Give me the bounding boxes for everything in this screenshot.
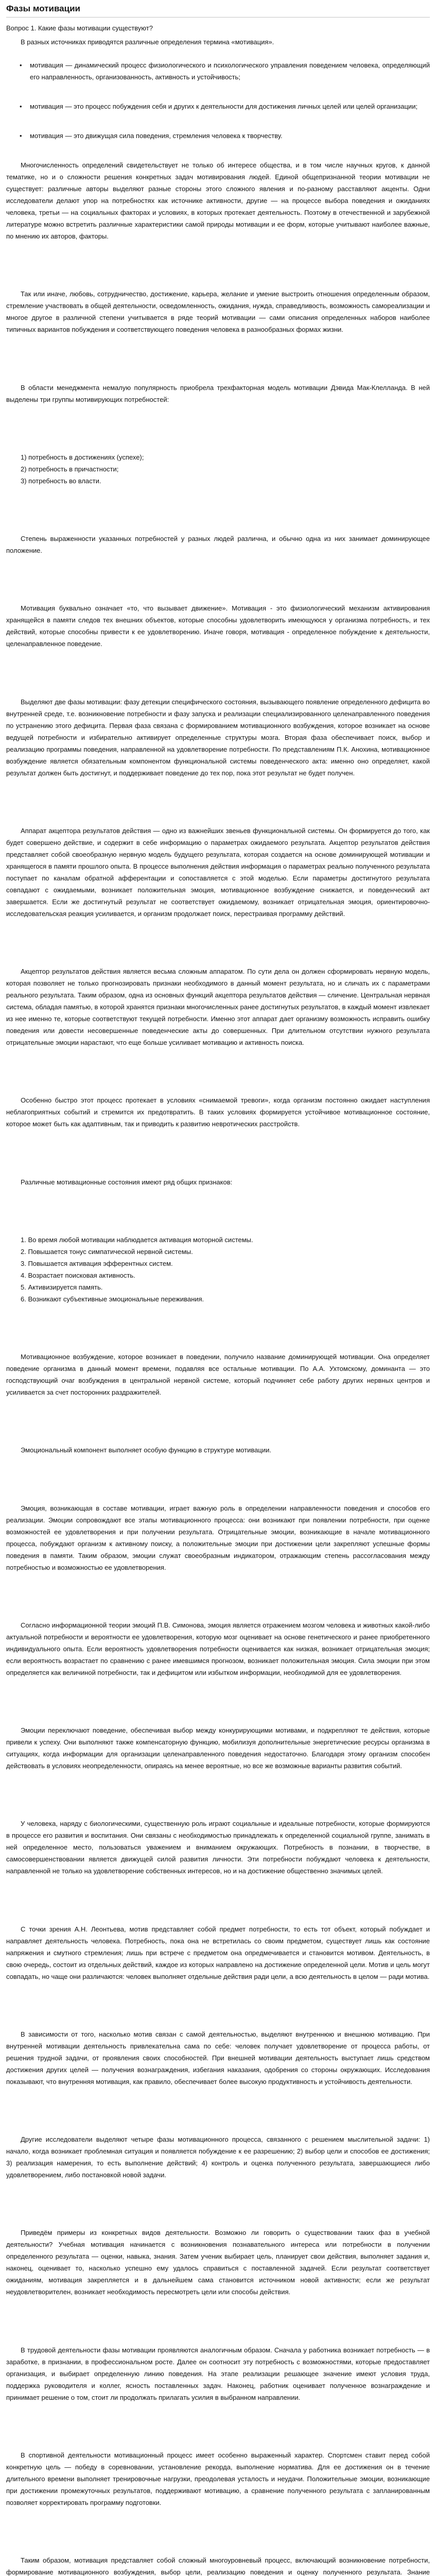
paragraph: В области менеджмента немалую популярность приобрела трехфакторная модель мотивации Дэвида Мак-Клелланда. В ней выделены три группы мотивирующих потребностей:: [6, 383, 430, 403]
list-item: 3. Повышается активация эфферентных систем.: [21, 1259, 173, 1267]
paragraph: Таким образом, мотивация представляет собой сложный многоуровневый процесс, включающий возникновение потребности, формирование мотивационного возбуждения, выбор цели, реализацию поведения и оценку полученного результата. Знание: [6, 2556, 430, 2576]
paragraph: Приведём примеры из конкретных видов деятельности. Возможно ли говорить о существовании таких фаз в учебной деятельности? Учебная мотивация начинается с возникновения познавательного интереса или потребности в получении определенного результата — оценки, навыка, знания. Затем ученик выбирает цель, планирует свои действия, выполняет задания и, наконец, оценивает то, насколько успешно ему удалось справиться с поставленной задачей. Если результат соответствует ожиданиям, мотивация закрепляется и в дальнейшем сама становится источником новой активности; если же результат неудовлетворителен, возникает необходимость пересмотреть цели или способы действия.: [6, 2229, 430, 2296]
paragraph: Многочисленность определений свидетельствует не только об интересе общества, и в том числе научных кругов, к данной тематике, но и о сложности решения конкретных задач мотивирования людей. Единой общепризнанной теории мотивации не существует: различные авторы выделяют разные стороны этого сложного явления и по-разному расставляют акценты. Одни исследователи делают упор на потребностях как источнике активности, другие — на процессе выбора поведения и ожиданиях человека, третьи — на социальных факторах и условиях, в которых протекает деятельность. Поэтому в отечественной и зарубежной литературе можно встретить различные характеристики самой природы мотивации и ее форм, которые учитывают наиболее важные, по мнению их авторов, факторы.: [6, 161, 430, 240]
question-heading: Вопрос 1. Какие фазы мотивации существуют?: [6, 24, 153, 32]
definition-item: • мотивация — динамический процесс физиологического и психологического управления поведением человека, определяющий его направленность, организованность, активность и устойчивость;: [20, 59, 430, 83]
definitions-list: [6, 59, 430, 142]
definition-item: • мотивация — это процесс побуждения себя и других к деятельности для достижения личных целей или целей организации;: [20, 100, 430, 112]
signs-list: [6, 1234, 430, 1305]
paragraph: С точки зрения А.Н. Леонтьева, мотив представляет собой предмет потребности, то есть тот объект, который побуждает и направляет деятельность человека. Потребность, пока она не встретилась со своим предметом, существует лишь как состояние напряжения и смутного стремления; лишь при встрече с предметом она опредмечивается и становится мотивом. Деятельность, в свою очередь, состоит из отдельных действий, каждое из которых направлено на достижение определенной цели. Мотив и цель могут совпадать, но чаще они различаются: человек выполняет отдельные действия ради цели, а всю деятельность в целом — ради мотива.: [6, 1925, 430, 1980]
paragraph: Другие исследователи выделяют четыре фазы мотивационного процесса, связанного с решением мыслительной задачи: 1) начало, когда возникает проблемная ситуация и появляется побуждение к ее разрешению; 2) выбор цели и способов ее достижения; 3) реализация намерения, то есть выполнение действий; 4) контроль и оценка полученного результата, завершающиеся либо удовлетворением, либо постановкой новой задачи.: [6, 2136, 430, 2179]
list-item: 2. Повышается тонус симпатической нервной системы.: [21, 1247, 193, 1256]
paragraph: В спортивной деятельности мотивационный процесс имеет особенно выраженный характер. Спортсмен ставит перед собой конкретную цель — победу в соревновании, установление рекорда, выполнение норматива. Для ее достижения он в течение длительного времени выполняет тренировочные нагрузки, преодолевая усталость и неудачи. Положительные эмоции, возникающие при достижении промежуточных результатов, поддерживают мотивацию, а сравнение полученного результата с запланированным позволяет корректировать программу подготовки.: [6, 2451, 430, 2506]
paragraph: Согласно информационной теории эмоций П.В. Симонова, эмоция является отражением мозгом человека и животных какой-либо актуальной потребности и вероятности ее удовлетворения, которую мозг оценивает на основе генетического и ранее приобретенного индивидуального опыта. Если вероятность удовлетворения потребности оценивается как низкая, возникает отрицательная эмоция; если вероятность возрастает по сравнению с ранее имевшимся прогнозом, возникает положительная эмоция. Сила эмоции при этом определяется как величиной потребности, так и дефицитом или избытком информации, необходимой для ее удовлетворения.: [6, 1621, 430, 1676]
definition-item: • мотивация — это движущая сила поведения, стремления человека к творчеству.: [20, 130, 430, 142]
definitions-intro: В разных источниках приводятся различные определения термина «мотивация».: [21, 38, 274, 46]
list-item: 1) потребность в достижениях (успехе);: [21, 453, 144, 461]
paragraph: Особенно быстро этот процесс протекает в условиях «снимаемой тревоги», когда организм постоянно ожидает наступления неблагоприятных событий и стремится их предотвратить. В таких условиях формируется устойчивое мотивационное состояние, которое может быть как адаптивным, так и приводить к развитию невротических расстройств.: [6, 1096, 430, 1128]
list-item: 3) потребность во власти.: [21, 477, 101, 485]
paragraph: Так или иначе, любовь, сотрудничество, достижение, карьера, желание и умение выстроить отношения определенным образом, стремление участвовать в общей деятельности, осведомленность, ожидания, нужда, справедливость, возможность самореализации и многое другое в различной степени учитывается в ряде теорий мотивации — сами описания определенных наборов наиболее типичных вариантов побуждения и соответствующего поведения человека в разнообразных формах жизни.: [6, 290, 430, 334]
paragraph: Акцептор результатов действия является весьма сложным аппаратом. По сути дела он должен сформировать нервную модель, которая позволяет не только прогнозировать признаки необходимого в данный момент результата, но и сличать их с параметрами реального результата. Таким образом, одна из основных функций акцептора результатов действия — сличение. Центральная нервная система, обладая памятью, в которой хранятся признаки многочисленных ранее достигнутых результатов, в каждый момент извлекает из нее именно те, которые соответствуют текущей потребности. Именно этот аппарат дает организму возможность исправить ошибку поведения или довести несовершенные поведенческие акты до совершенных. При длительном отсутствии нужного результата отрицательные эмоции нарастают, что еще больше усиливает мотивацию и активность поиска.: [6, 968, 430, 1046]
paragraph: Различные мотивационные состояния имеют ряд общих признаков:: [21, 1178, 233, 1186]
definitions-section: [6, 36, 430, 159]
list-item: 2) потребность в причастности;: [21, 465, 119, 473]
paragraph: В трудовой деятельности фазы мотивации проявляются аналогичным образом. Сначала у работника возникает потребность — в заработке, в признании, в профессиональном росте. Далее он соотносит эту потребность с возможностями, которые предоставляет организация, и выбирает определенную линию поведения. На этапе реализации решающее значение имеют условия труда, поддержка руководителя и коллег, ясность поставленных задач. Наконец, работник оценивает полученное вознаграждение и принимает решение о том, стоит ли продолжать прилагать усилия в выбранном направлении.: [6, 2346, 430, 2401]
doc-header: [6, 3, 430, 18]
list-item: 6. Возникают субъективные эмоциональные переживания.: [21, 1295, 204, 1303]
list-item: 1. Во время любой мотивации наблюдается активация моторной системы.: [21, 1235, 253, 1244]
paragraph: Эмоциональный компонент выполняет особую функцию в структуре мотивации.: [21, 1446, 271, 1454]
paragraph: Мотивация буквально означает «то, что вызывает движение». Мотивация - это физиологический механизм активирования хранящейся в памяти следов тех внешних объектов, которые способны удовлетворить имеющуюся у организма потребность, и тех действий, которые способны привести к ее удовлетворению. Иначе говоря, мотивация - определенное побуждение к деятельности, целенаправленное поведение.: [6, 604, 430, 648]
article-body: [6, 159, 430, 2576]
paragraph: Степень выраженности указанных потребностей у разных людей различна, и обычно одна из них занимает доминирующее положение.: [6, 535, 430, 554]
paragraph: Выделяют две фазы мотивации: фазу детекции специфического состояния, вызывающего появление определенного дефицита во внутренней среде, т.е. возникновение потребности и фазу запуска и реализации специализированного целенаправленного поведения по устранению этого дефицита. Первая фаза связана с формированием мотивационного возбуждения, которое возникает на основе ведущей потребности и избирательно активирует определенные структуры мозга. Вторая фаза обеспечивает поиск, выбор и реализацию программы поведения, направленной на удовлетворение потребности. По представлениям П.К. Анохина, мотивационное возбуждение является обязательным компонентом функциональной системы поведенческого акта: именно оно определяет, какой результат должен быть достигнут, и поддерживает поведение до тех пор, пока этот результат не будет получен.: [6, 698, 430, 777]
paragraph: У человека, наряду с биологическими, существенную роль играют социальные и идеальные потребности, которые формируются в процессе его развития и воспитания. Они связаны с необходимостью принадлежать к определенной социальной группе, занимать в ней определенное место, пользоваться уважением и вниманием окружающих. Потребность в познании, в творчестве, в самосовершенствовании является движущей силой развития личности. Эти потребности побуждают человека к деятельности, направленной не только на удовлетворение собственных интересов, но и на достижение общественно значимых целей.: [6, 1820, 430, 1875]
needs-list: [6, 451, 430, 487]
list-item: 5. Активизируется память.: [21, 1283, 103, 1291]
paragraph: В зависимости от того, насколько мотив связан с самой деятельностью, выделяют внутреннюю и внешнюю мотивацию. При внутренней мотивации деятельность привлекательна сама по себе: человек получает удовлетворение от процесса работы, от решения трудной задачи, от проявления своих способностей. При внешней мотивации деятельность выступает лишь средством достижения других целей — получения вознаграждения, избегания наказания, одобрения со стороны окружающих. Исследования показывают, что внутренняя мотивация, как правило, обеспечивает более высокую продуктивность и устойчивость деятельности.: [6, 2030, 430, 2086]
paragraph: Мотивационное возбуждение, которое возникает в поведении, получило название доминирующей мотивации. Она определяет поведение организма в данный момент времени, подавляя все остальные мотивации. По А.А. Ухтомскому, доминанта — это господствующий очаг возбуждения в центральной нервной системе, который подчиняет себе работу других нервных центров и усиливается за счет посторонних раздражителей.: [6, 1353, 430, 1396]
paragraph: Аппарат акцептора результатов действия — одно из важнейших звеньев функциональной системы. Он формируется до того, как будет совершено действие, и содержит в себе информацию о параметрах ожидаемого результата. Акцептор результатов действия представляет собой своеобразную нервную модель будущего результата, которая создается на основе доминирующей мотивации и хранящегося в памяти прошлого опыта. В процессе выполнения действия информация о параметрах реально полученного результата поступает по каналам обратной афферентации и сопоставляется с этой моделью. Если параметры достигнутого результата совпадают с ожидаемыми, возникает положительная эмоция, мотивационное возбуждение снижается, и поведенческий акт завершается. Если же достигнутый результат не соответствует ожидаемому, возникает отрицательная эмоция, ориентировочно-исследовательская реакция усиливается, и организм продолжает поиск, перестраивая программу действий.: [6, 826, 430, 918]
paragraph: Эмоции переключают поведение, обеспечивая выбор между конкурирующими мотивами, и подкрепляют те действия, которые привели к успеху. Они выполняют также компенсаторную функцию, мобилизуя дополнительные энергетические ресурсы организма в ситуациях, когда информации для организации целенаправленного поведения недостаточно. Благодаря этому организм способен действовать в условиях неопределенности, опираясь на менее вероятные, но все же возможные варианты развития событий.: [6, 1726, 430, 1770]
list-item: 4. Возрастает поисковая активность.: [21, 1271, 135, 1279]
paragraph: Эмоция, возникающая в составе мотивации, играет важную роль в определении направленности поведения и способов его реализации. Эмоции сопровождают все этапы мотивационного процесса: они возникают при появлении потребности, при оценке возможностей ее удовлетворения и при получении результата. Отрицательные эмоции, возникающие в начале мотивационного процесса, побуждают организм к активному поиску, а положительные эмоции при достижении цели закрепляют успешные формы поведения в памяти. Таким образом, эмоции служат своеобразным индикатором, отражающим степень рассогласования между потребностью и возможностью ее удовлетворения.: [6, 1504, 430, 1571]
page-title: Фазы мотивации: [6, 4, 80, 13]
